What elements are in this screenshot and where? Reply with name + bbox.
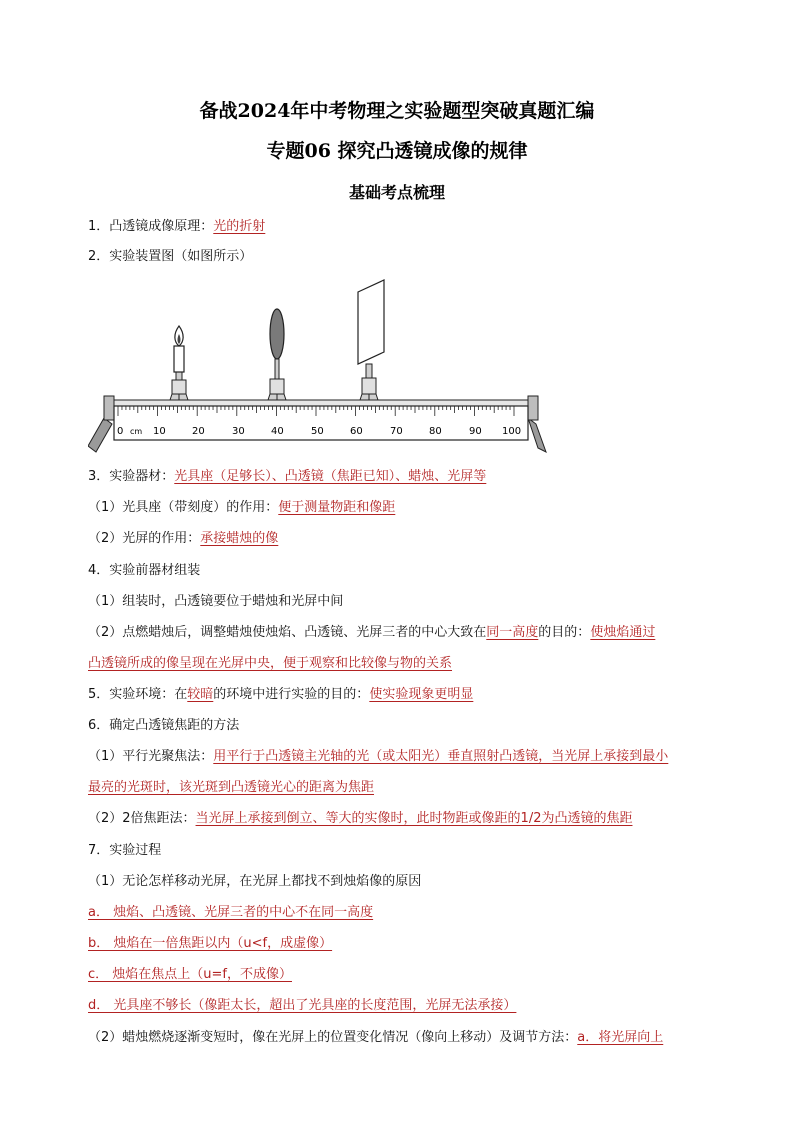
item-4-2 <box>88 624 655 642</box>
item-7-1: （1）无论怎样移动光屏，在光屏上都找不到烛焰像的原因 <box>88 874 422 889</box>
item-7-1-c <box>88 966 292 984</box>
item-5-mid: 的环境中进行实验的目的： <box>213 687 370 702</box>
candle-holder <box>170 372 188 400</box>
left-end-block <box>104 396 114 420</box>
item-7-1-b <box>88 935 332 953</box>
item-4-2-answer-2a: 使烛焰通过 <box>590 625 656 640</box>
item-6-1-answer-b: 最亮的光斑时，该光斑到凸透镜光心的距离为焦距 <box>88 780 375 795</box>
item-4-2-answer-2b: 凸透镜所成的像呈现在光屏中央，便于观察和比较像与物的关系 <box>88 656 453 671</box>
item-4: 4．实验前器材组装 <box>88 563 201 578</box>
item-5 <box>88 686 473 704</box>
item-3-2-prefix: （2）光屏的作用： <box>88 531 201 546</box>
item-4-2-text-b: 的目的： <box>538 625 591 640</box>
convex-lens <box>268 309 286 400</box>
item-6-2 <box>88 810 632 828</box>
right-leg <box>528 418 546 452</box>
item-4-2-cont <box>88 655 452 673</box>
tick-label-90: 90 <box>469 426 482 437</box>
item-4-2-text-a: （2）点燃蜡烛后，调整蜡烛使烛焰、凸透镜、光屏三者的中心大致在 <box>88 625 487 640</box>
item-3 <box>88 468 486 486</box>
item-7-1-c-text: c． 烛焰在焦点上（u=f，不成像） <box>88 967 292 982</box>
tick-label-60: 60 <box>350 426 363 437</box>
item-7-1-d-text: d． 光具座不够长（像距太长，超出了光具座的长度范围，光屏无法承接） <box>88 998 517 1013</box>
main-title: 备战2024年中考物理之实验题型突破真题汇编 <box>199 100 595 122</box>
tick-label-40: 40 <box>271 426 284 437</box>
item-6: 6．确定凸透镜焦距的方法 <box>88 718 240 733</box>
item-6-1 <box>88 748 668 766</box>
item-7-2 <box>88 1029 663 1047</box>
item-3-2 <box>88 530 278 548</box>
item-6-1-cont <box>88 779 374 797</box>
item-1-answer: 光的折射 <box>213 219 266 234</box>
item-6-1-prefix: （1）平行光聚焦法： <box>88 749 214 764</box>
item-7-1-a <box>88 904 373 922</box>
item-2: 2．实验装置图（如图所示） <box>88 249 253 264</box>
item-7-1-a-text: a． 烛焰、凸透镜、光屏三者的中心不在同一高度 <box>88 905 374 920</box>
item-4-1: （1）组装时，凸透镜要位于蜡烛和光屏中间 <box>88 594 344 609</box>
item-6-2-prefix: （2）2倍焦距法： <box>88 811 196 826</box>
item-3-1 <box>88 499 395 517</box>
item-5-answer-1: 较暗 <box>187 687 214 702</box>
tick-label-30: 30 <box>232 426 245 437</box>
item-3-1-prefix: （1）光具座（带刻度）的作用： <box>88 500 279 515</box>
bench-rail <box>114 400 528 406</box>
tick-label-100: 100 <box>502 426 522 437</box>
tick-label-20: 20 <box>192 426 205 437</box>
item-3-prefix: 3．实验器材： <box>88 469 175 484</box>
optical-bench-figure <box>88 276 548 454</box>
item-3-answer: 光具座（足够长）、凸透镜（焦距已知）、蜡烛、光屏等 <box>174 469 487 484</box>
section-title: 基础考点梳理 <box>348 183 445 202</box>
lens-icon <box>270 309 284 359</box>
tick-label-10: 10 <box>153 426 166 437</box>
tick-unit: cm <box>130 427 143 436</box>
sub-title: 专题06 探究凸透镜成像的规律 <box>266 140 528 162</box>
tick-label-70: 70 <box>390 426 403 437</box>
item-7: 7．实验过程 <box>88 843 162 858</box>
candle-body <box>174 346 184 372</box>
item-6-1-answer-a: 用平行于凸透镜主光轴的光（或太阳光）垂直照射凸透镜，当光屏上承接到最小 <box>213 749 669 764</box>
right-end-block <box>528 396 538 420</box>
screen-icon <box>358 280 384 364</box>
item-6-2-answer: 当光屏上承接到倒立、等大的实像时，此时物距或像距的1/2为凸透镜的焦距 <box>195 811 633 826</box>
tick-label-0: 0 <box>117 426 124 437</box>
tick-label-80: 80 <box>429 426 442 437</box>
item-3-1-answer: 便于测量物距和像距 <box>278 500 396 515</box>
item-7-2-prefix: （2）蜡烛燃烧逐渐变短时，像在光屏上的位置变化情况（像向上移动）及调节方法： <box>88 1030 578 1045</box>
left-leg <box>88 418 112 452</box>
item-7-1-d <box>88 997 516 1015</box>
item-5-prefix: 5．实验环境：在 <box>88 687 188 702</box>
candle <box>174 326 184 372</box>
item-7-2-answer: a．将光屏向上 <box>577 1030 664 1045</box>
item-7-1-b-text: b． 烛焰在一倍焦距以内（u<f，成虚像） <box>88 936 333 951</box>
item-4-2-answer-1: 同一高度 <box>486 625 539 640</box>
tick-label-50: 50 <box>311 426 324 437</box>
item-5-answer-2: 使实验现象更明显 <box>369 687 474 702</box>
item-1 <box>88 218 265 236</box>
light-screen <box>358 280 384 400</box>
item-3-2-answer: 承接蜡烛的像 <box>200 531 279 546</box>
item-1-prefix: 1．凸透镜成像原理： <box>88 219 214 234</box>
